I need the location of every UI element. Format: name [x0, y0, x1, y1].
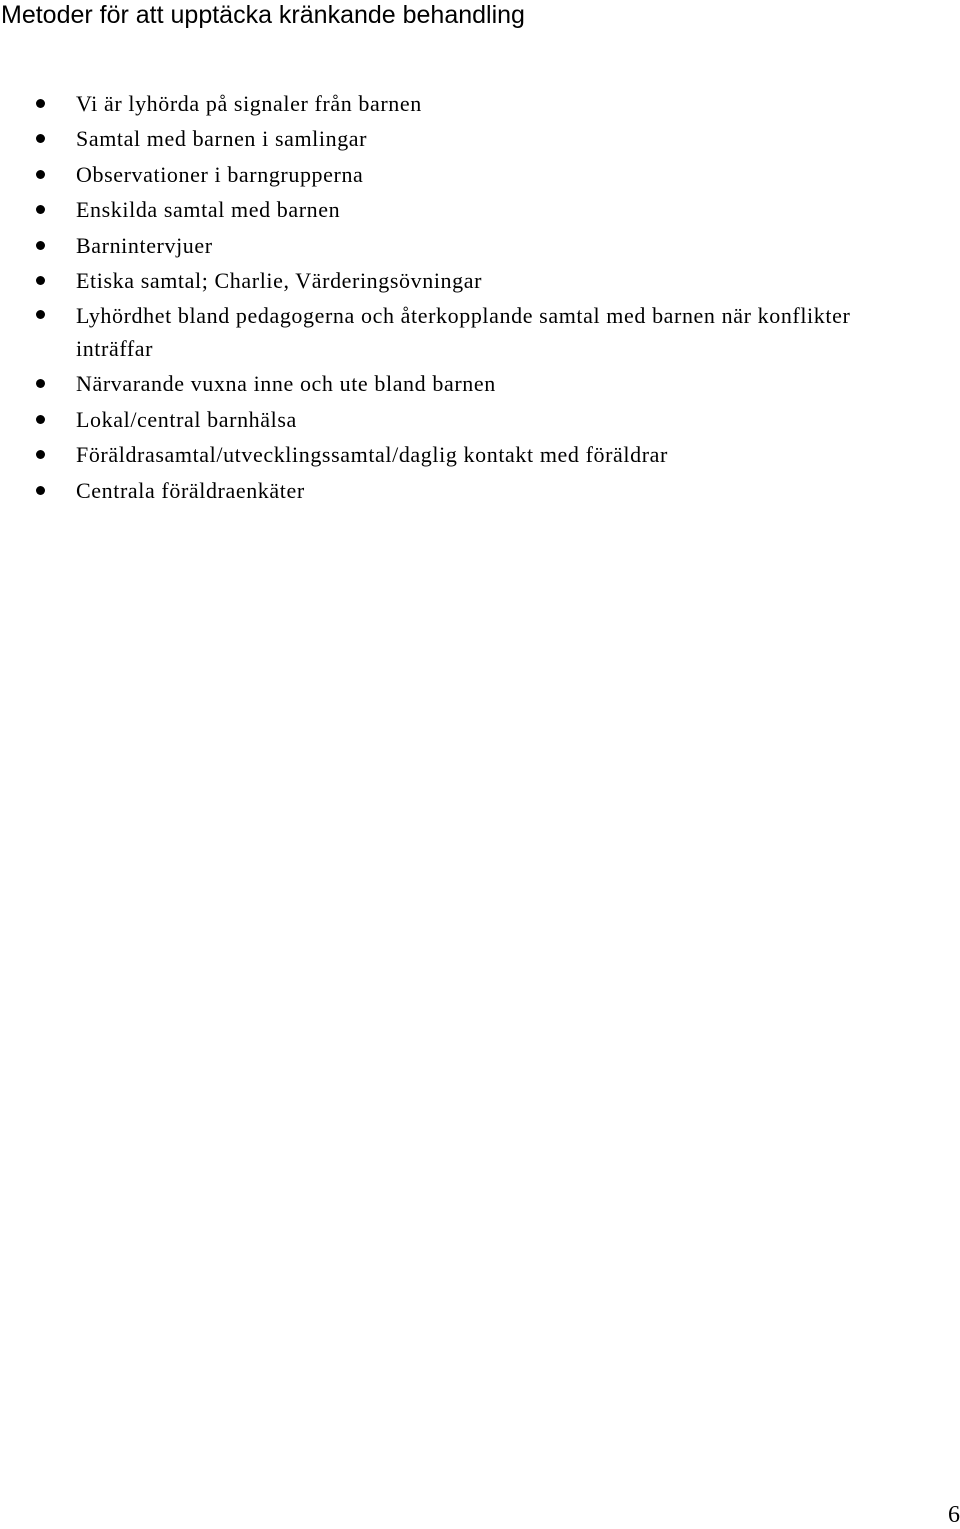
- list-item: [0, 298, 960, 366]
- list-item-text: Lyhördhet bland pedagogerna och återkopplande samtal med barnen när konflikter inträffar: [76, 303, 851, 362]
- methods-list: [0, 86, 960, 508]
- list-item: [0, 228, 960, 263]
- list-item-text: Föräldrasamtal/utvecklingssamtal/daglig kontakt med föräldrar: [76, 442, 668, 468]
- section-heading: Metoder för att upptäcka kränkande behandling: [1, 1, 525, 29]
- list-item: [0, 437, 960, 472]
- bullet-icon: [36, 450, 45, 459]
- list-item-text: Enskilda samtal med barnen: [76, 197, 341, 223]
- list-item: [0, 473, 960, 508]
- list-item: [0, 86, 960, 121]
- bullet-icon: [36, 415, 45, 424]
- list-item: [0, 121, 960, 156]
- list-item-text: Barnintervjuer: [76, 232, 213, 258]
- bullet-icon: [36, 276, 45, 285]
- bullet-icon: [36, 99, 45, 108]
- list-item-text: Centrala föräldraenkäter: [76, 477, 305, 503]
- list-item-text: Observationer i barngrupperna: [76, 161, 364, 187]
- list-item-text: Närvarande vuxna inne och ute bland barnen: [76, 371, 496, 397]
- list-item-text: Etiska samtal; Charlie, Värderingsövningar: [76, 268, 483, 294]
- bullet-icon: [36, 310, 45, 319]
- page-number: 6: [948, 1502, 960, 1528]
- bullet-icon: [36, 241, 45, 250]
- list-item-text: Samtal med barnen i samlingar: [76, 126, 368, 152]
- list-item: [0, 366, 960, 401]
- bullet-icon: [36, 205, 45, 214]
- bullet-icon: [36, 170, 45, 179]
- list-item: [0, 192, 960, 227]
- bullet-icon: [36, 134, 45, 143]
- list-item: [0, 263, 960, 298]
- list-item: [0, 402, 960, 437]
- list-item-text: Vi är lyhörda på signaler från barnen: [76, 91, 422, 116]
- bullet-icon: [36, 379, 45, 388]
- bullet-icon: [36, 486, 45, 495]
- list-item: [0, 157, 960, 192]
- list-item-text: Lokal/central barnhälsa: [76, 406, 297, 432]
